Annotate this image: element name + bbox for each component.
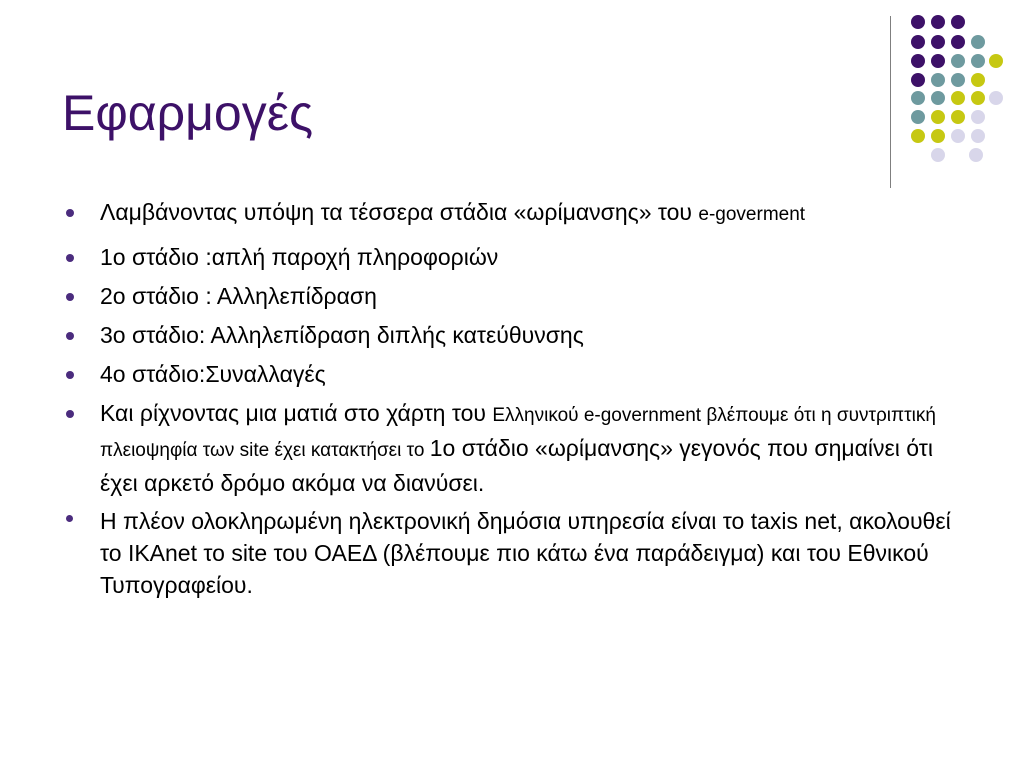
- bullet-text: 3ο στάδιο: Αλληλεπίδραση διπλής κατεύθυνσης: [100, 322, 584, 348]
- decorative-dot: [951, 54, 965, 68]
- decorative-dot: [971, 73, 985, 87]
- slide-title: Εφαρμογές: [62, 85, 314, 141]
- decorative-dot: [931, 129, 945, 143]
- decorative-dot: [911, 54, 925, 68]
- decorative-dot: [911, 73, 925, 87]
- bullet-text: 2ο στάδιο : Αλληλεπίδραση: [100, 283, 377, 309]
- bullet-item: [66, 397, 966, 499]
- decorative-dot: [911, 110, 925, 124]
- decorative-dot: [951, 129, 965, 143]
- decorative-dot: [971, 129, 985, 143]
- decorative-dot: [971, 91, 985, 105]
- bullet-icon: [66, 410, 74, 418]
- bullet-icon: [66, 332, 74, 340]
- decorative-dot: [911, 35, 925, 49]
- decorative-dot: [951, 110, 965, 124]
- bullet-text: Η πλέον ολοκληρωμένη ηλεκτρονική δημόσια υπηρεσία είναι το taxis net, ακολουθεί το ΙΚΑnet το site του ΟΑΕΔ (βλέπουμε πιο κάτω ένα παράδειγμα) και του Εθνικού Τυπογραφείου.: [100, 508, 951, 598]
- bullet-text: 1ο στάδιο «ωρίμανσης» γεγονός που σημαίνει ότι έχει αρκετό δρόμο ακόμα να διανύσει.: [100, 435, 933, 496]
- bullet-item: [66, 505, 966, 601]
- decorative-dot: [989, 54, 1003, 68]
- decorative-dot: [971, 54, 985, 68]
- bullet-item: [66, 358, 966, 390]
- decorative-dot: [951, 73, 965, 87]
- bullet-icon: [66, 254, 74, 262]
- bullet-item: [66, 196, 966, 231]
- bullet-item: [66, 319, 966, 351]
- bullet-text-small: e-goverment: [698, 204, 806, 225]
- bullet-text: Και ρίχνοντας μια ματιά στο χάρτη του: [100, 400, 493, 426]
- bullet-text: Λαμβάνοντας υπόψη τα τέσσερα στάδια «ωρίμανσης» του: [100, 199, 699, 225]
- bullet-text: 1ο στάδιο :απλή παροχή πληροφοριών: [100, 244, 499, 270]
- decorative-dot: [911, 91, 925, 105]
- bullet-icon: [66, 371, 74, 379]
- decorative-dot: [951, 35, 965, 49]
- decorative-dot: [951, 15, 965, 29]
- decorative-dot: [931, 148, 945, 162]
- bullet-icon: [66, 515, 73, 522]
- decorative-dot: [911, 15, 925, 29]
- decorative-dot: [989, 91, 1003, 105]
- bullet-item: [66, 241, 966, 273]
- bullet-item: [66, 280, 966, 312]
- decorative-dot: [931, 110, 945, 124]
- decorative-dot: [931, 54, 945, 68]
- decorative-dot: [931, 35, 945, 49]
- decorative-dot: [971, 110, 985, 124]
- bullet-icon: [66, 209, 74, 217]
- decorative-dot: [931, 73, 945, 87]
- title-divider: [890, 16, 891, 188]
- bullet-list: [66, 196, 966, 601]
- decorative-dot: [931, 91, 945, 105]
- decorative-dot: [931, 15, 945, 29]
- bullet-icon: [66, 293, 74, 301]
- bullet-text-small: Ελληνικού e-government βλέπουμε ότι η συντριπτική πλειοψηφία των site έχει κατακτήσει το: [100, 405, 936, 461]
- decorative-dot: [969, 148, 983, 162]
- decorative-dot: [911, 129, 925, 143]
- decorative-dot: [971, 35, 985, 49]
- bullet-text: 4ο στάδιο:Συναλλαγές: [100, 361, 326, 387]
- decorative-dot: [951, 91, 965, 105]
